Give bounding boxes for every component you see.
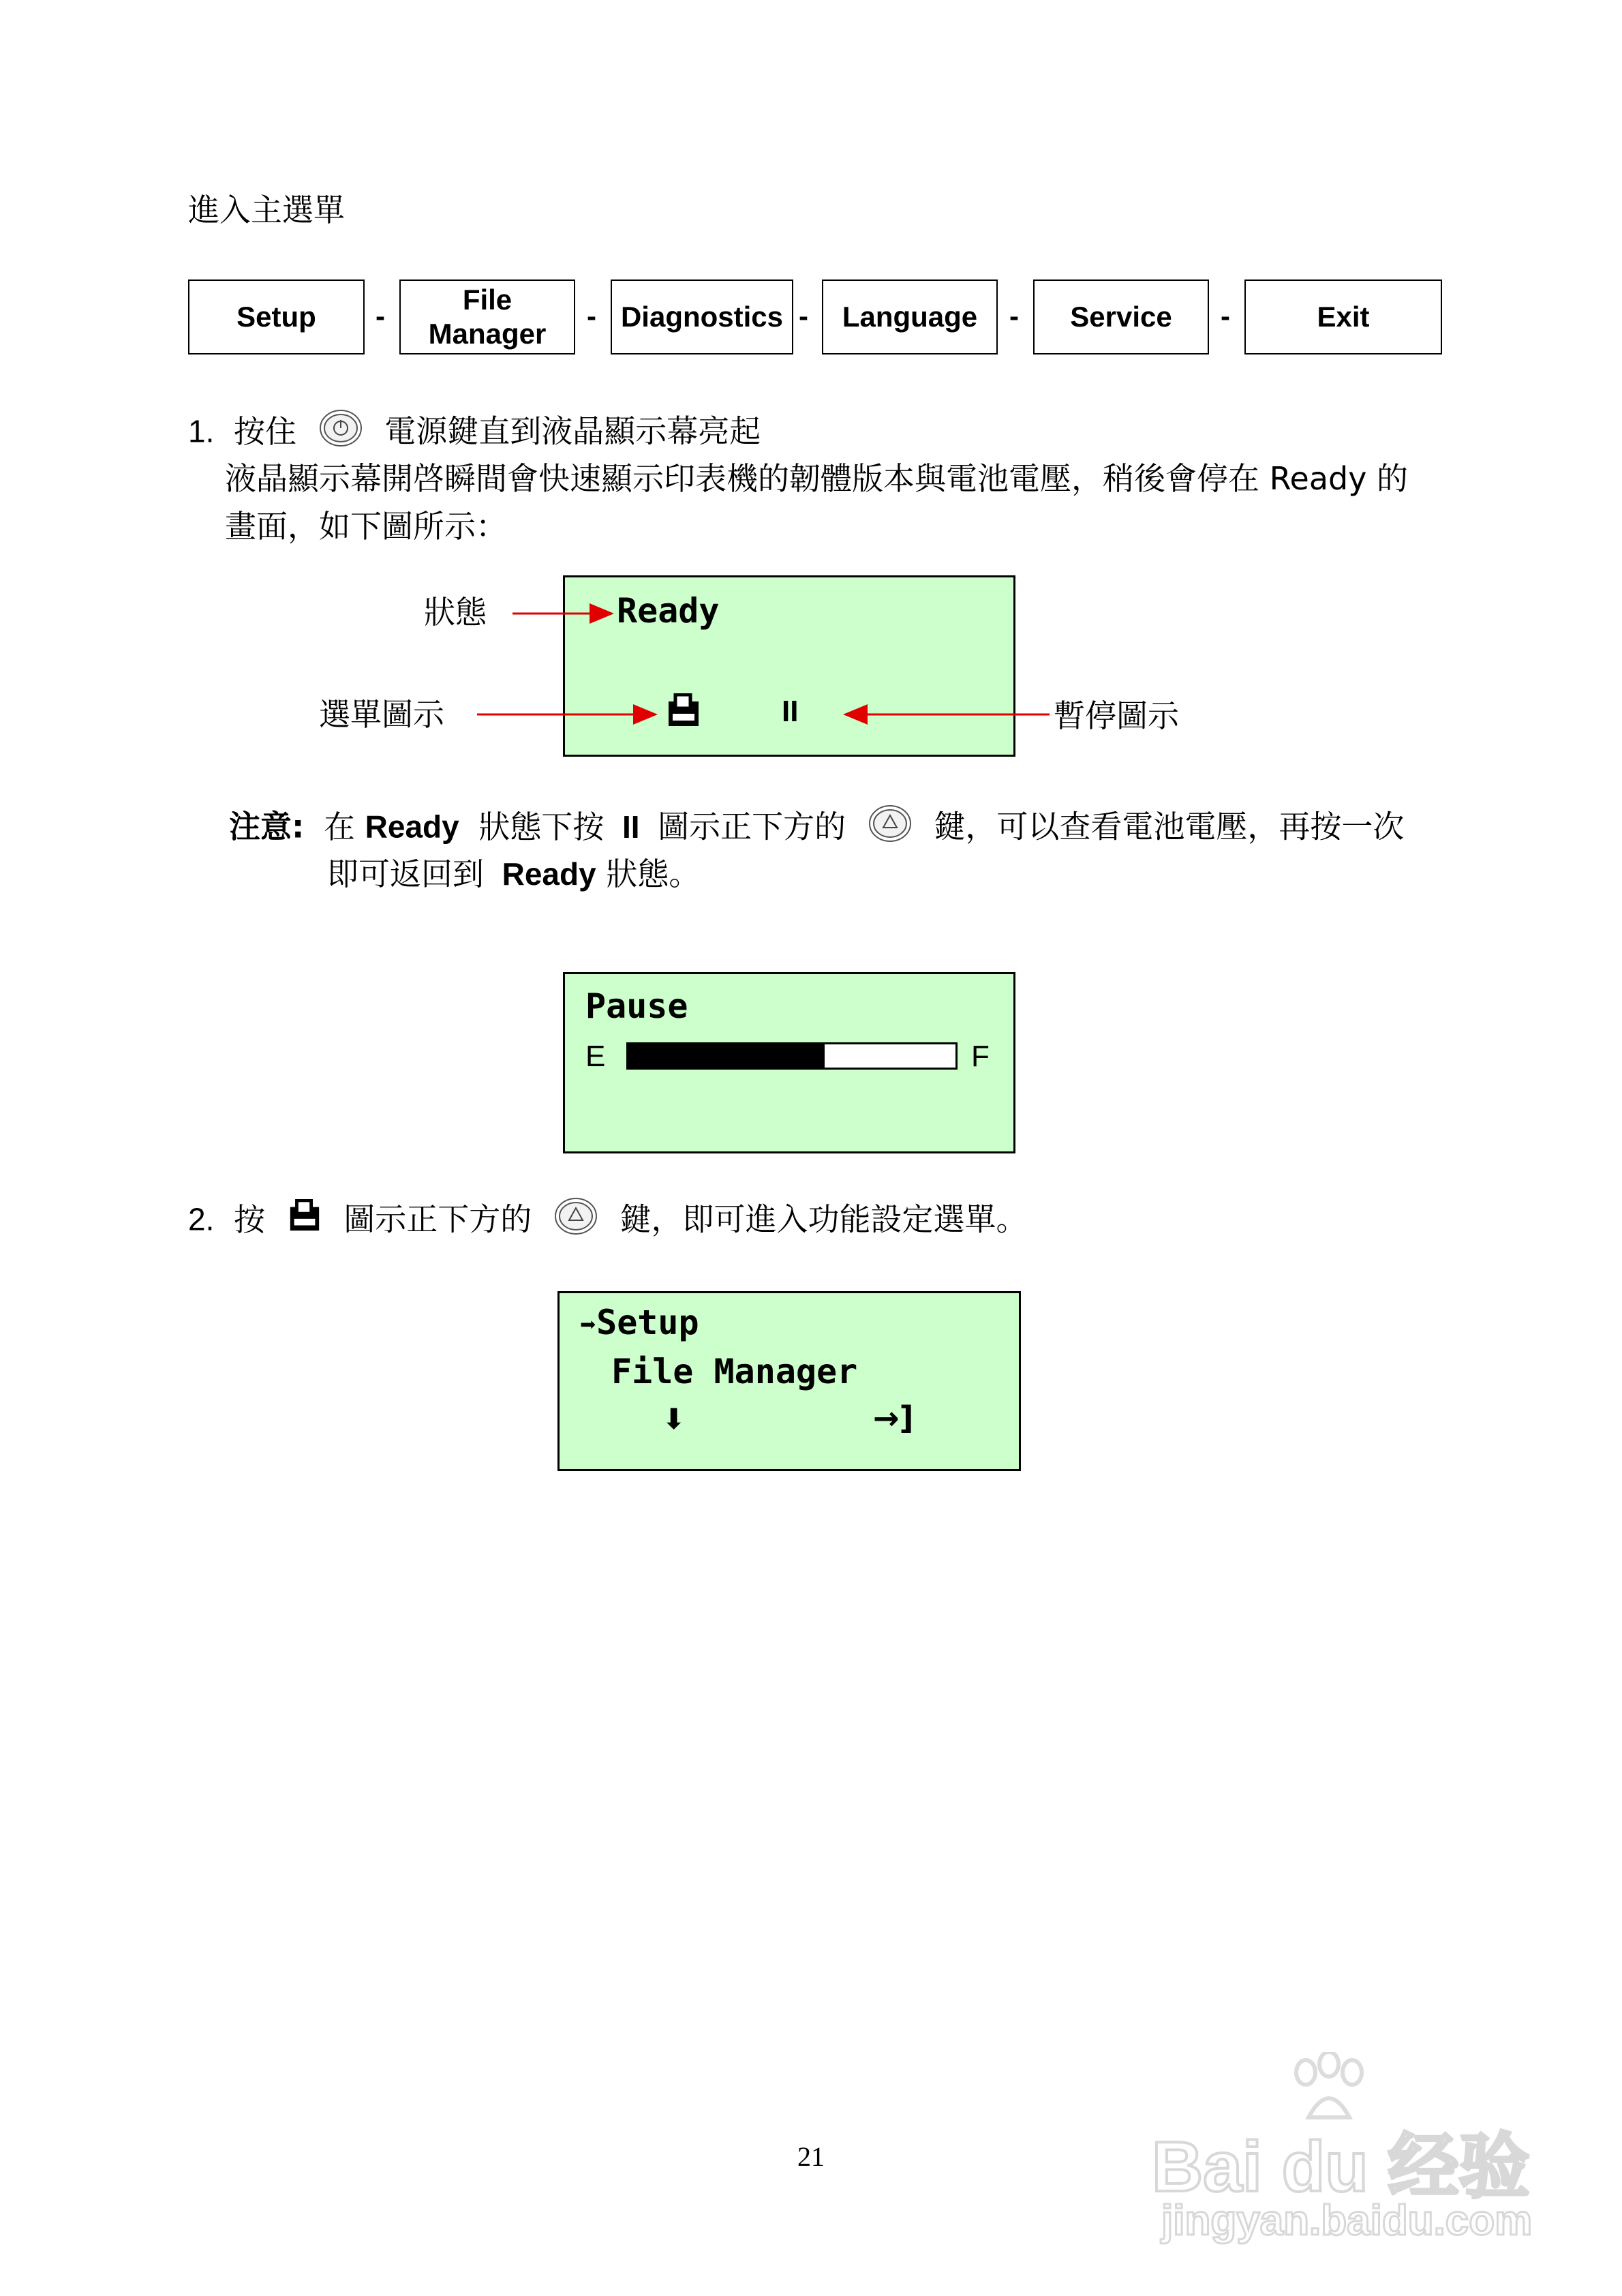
down-arrow-icon: ⬇ — [662, 1402, 686, 1436]
note-ready: Ready — [502, 856, 596, 892]
lcd-pause-screen — [563, 972, 1015, 1153]
menu-item-label: File Manager — [428, 284, 547, 350]
note-text: 在 — [324, 808, 356, 845]
step2-prefix: 按 — [234, 1200, 265, 1238]
label-status: 狀態 — [424, 594, 487, 631]
step1-line2: 液晶顯示幕開啓瞬間會快速顯示印表機的韌體版本與電池電壓，稍後會停在 Ready 的 — [225, 460, 1409, 497]
step-number: 1. — [188, 413, 215, 449]
baidu-watermark — [1152, 2052, 1533, 2256]
step1-suffix: 電源鍵直到液晶顯示幕亮起 — [384, 412, 761, 450]
note-line1 — [229, 804, 1404, 854]
watermark-brand: Bai du 经验 — [1152, 2128, 1530, 2207]
lcd-pause-title: Pause — [585, 986, 688, 1026]
note-text: 狀態下按 — [478, 808, 605, 845]
step1-prefix: 按住 — [234, 412, 296, 450]
battery-bar-fill — [628, 1044, 825, 1068]
step1-line3: 畫面，如下圖所示： — [225, 508, 507, 545]
menu-item-label: Service — [1070, 301, 1172, 333]
lcd-setup-line1 — [580, 1303, 699, 1342]
menu-item-label: Diagnostics — [620, 301, 784, 333]
step2-line — [188, 1197, 1028, 1246]
note-text: 即可返回到 — [327, 856, 484, 892]
section-heading: 進入主選單 — [188, 192, 345, 228]
watermark-url: jingyan.baidu.com — [1161, 2197, 1533, 2244]
pause-icon: II — [782, 695, 799, 728]
note-pause: II — [622, 809, 640, 845]
menu-separator: - — [587, 300, 596, 332]
menu-icon — [288, 1199, 322, 1244]
menu-item-label: Language — [842, 301, 978, 333]
label-pause-icon: 暫停圖示 — [1054, 697, 1179, 734]
enter-icon: →] — [873, 1400, 914, 1436]
note-text: 圖示正下方的 — [658, 808, 846, 845]
lcd-setup-item: Setup — [596, 1303, 699, 1342]
menu-item-label: Exit — [1317, 301, 1370, 333]
key-icon — [868, 804, 912, 854]
note-line2 — [327, 852, 700, 896]
note-text: 鍵，可以查看電池電壓，再按一次 — [934, 808, 1405, 845]
menu-separator: - — [1009, 300, 1019, 332]
label-menu-icon: 選單圖示 — [319, 696, 444, 733]
lcd-status-text: Ready — [617, 591, 720, 631]
note-label: 注意: — [229, 808, 305, 845]
selection-arrow-icon: ➡ — [580, 1310, 597, 1341]
lcd-setup-line2: File Manager — [611, 1352, 858, 1391]
note-text: 狀態。 — [606, 856, 701, 892]
annotation-arrows — [0, 0, 1622, 818]
menu-separator: - — [376, 300, 385, 332]
menu-separator: - — [799, 300, 808, 332]
page-number: 21 — [797, 2141, 825, 2172]
step-number: 2. — [188, 1201, 215, 1237]
note-ready: Ready — [365, 809, 459, 845]
battery-full-label: F — [971, 1040, 990, 1073]
step2-middle: 圖示正下方的 — [343, 1200, 532, 1238]
lcd-setup-screen — [557, 1291, 1021, 1471]
step2-suffix: 鍵，即可進入功能設定選單。 — [619, 1200, 1028, 1238]
key-icon — [554, 1197, 598, 1246]
menu-item-label: Setup — [236, 301, 316, 333]
menu-separator: - — [1221, 300, 1230, 332]
battery-empty-label: E — [585, 1040, 606, 1073]
battery-bar — [626, 1042, 958, 1070]
